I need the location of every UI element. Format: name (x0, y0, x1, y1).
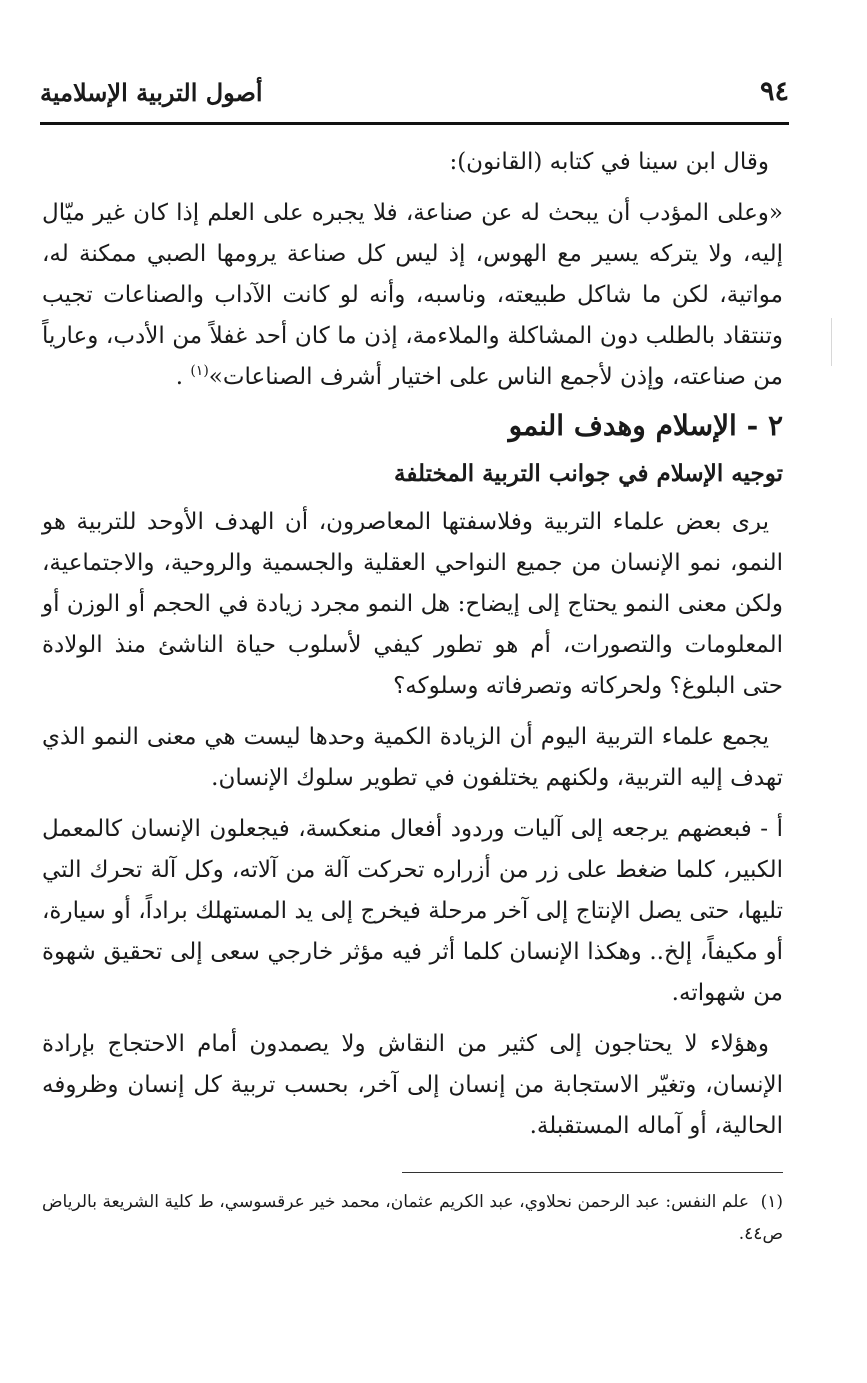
margin-mark (831, 318, 832, 366)
footnote-mark: (١) (760, 1192, 784, 1212)
paragraph-3: أ - فبعضهم يرجعه إلى آليات وردود أفعال منعكسة، فيجعلون الإنسان كالمعمل الكبير، كلما ضغط على زر من أزراره تحركت آلة من آلاته، وكل آلة تحرك التي تليها، حتى يصل الإنتاج إلى آخر مرحلة فيخرج إلى يد المستهلك براداً، أو سيارة، أو مكيفاً، إلخ.. وهكذا الإنسان كلما أثر فيه مؤثر خارجي سعى إلى تحقيق شهوة من شهواته. (42, 816, 783, 1006)
running-title: أصول التربية الإسلامية (40, 78, 263, 107)
page-number: ٩٤ (759, 76, 789, 107)
footnote-rule (402, 1172, 783, 1173)
subheading: توجيه الإسلام في جوانب التربية المختلفة (394, 460, 783, 487)
header-rule (40, 122, 789, 125)
paragraph-4: وهؤلاء لا يحتاجون إلى كثير من النقاش ولا يصمدون أمام الاحتجاج بإرادة الإنسان، وتغيّر الاستجابة من إنسان إلى آخر، بحسب تربية كل إنسان وظروفه الحالية، أو آماله المستقبلة. (42, 1031, 783, 1139)
section-heading: ٢ - الإسلام وهدف النمو (508, 409, 783, 442)
body-text (42, 142, 783, 1157)
footnote-reference: (١) (190, 363, 209, 379)
paragraph-1: يرى بعض علماء التربية وفلاسفتها المعاصرون، أن الهدف الأوحد للتربية هو النمو، نمو الإنسان من جميع النواحي العقلية والجسمية والروحية، والاجتماعية، ولكن معنى النمو يحتاج إلى إيضاح: هل النمو مجرد زيادة في الحجم أو الوزن أو المعلومات والتصورات، أم هو تطور كيفي لأسلوب حياة الناشئ منذ الولادة حتى البلوغ؟ ولحركاته وتصرفاته وسلوكه؟ (42, 509, 783, 699)
intro-paragraph: وقال ابن سينا في كتابه (القانون): (449, 149, 769, 175)
paragraph-2: يجمع علماء التربية اليوم أن الزيادة الكمية وحدها ليست هي معنى النمو الذي تهدف إليه التربية، ولكنهم يختلفون في تطوير سلوك الإنسان. (42, 724, 783, 791)
quote-end: . (175, 364, 191, 390)
quote-paragraph (42, 193, 783, 398)
page-header (40, 70, 789, 120)
footnote (42, 1186, 783, 1250)
footnote-text: علم النفس: عبد الرحمن نحلاوي، عبد الكريم عثمان، محمد خير عرقسوسي، ط كلية الشريعة بالرياض ص٤٤. (42, 1192, 783, 1244)
quote-text: «وعلى المؤدب أن يبحث له عن صناعة، فلا يجبره على العلم إذا كان غير ميّال إليه، ولا يتركه يسير مع الهوس، إذ ليس كل صناعة يرومها الصبي ممكنة له، مواتية، لكن ما شاكل طبيعته، وناسبه، وأنه لو كانت الآداب والصناعات تجيب وتنتقاد بالطلب دون المشاكلة والملاءمة، إذن ما كان أحد غفلاً من الأدب، وعارياً من صناعته، وإذن لأجمع الناس على اختيار أشرف الصناعات» (42, 200, 783, 390)
